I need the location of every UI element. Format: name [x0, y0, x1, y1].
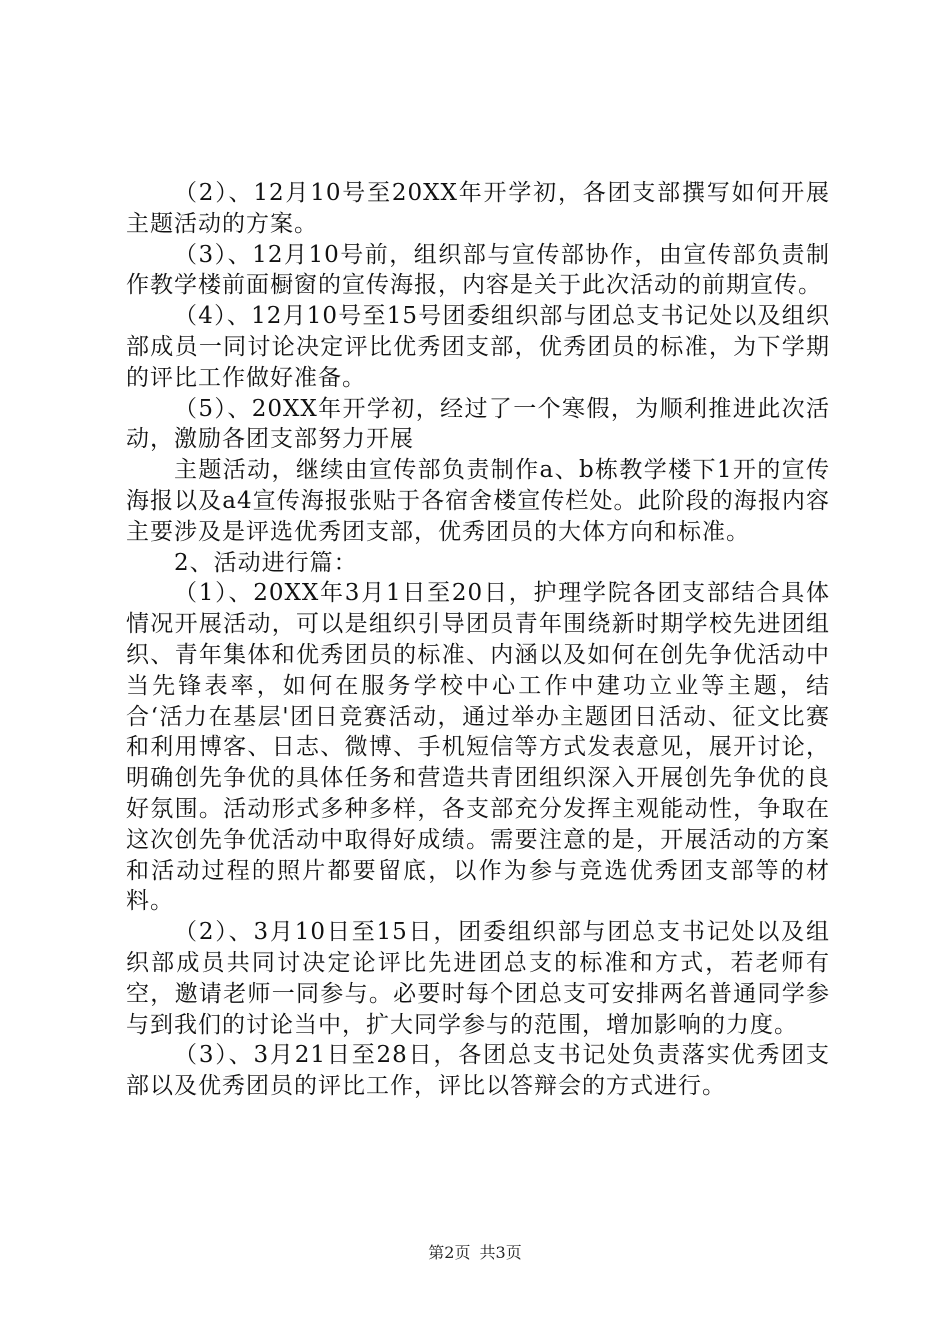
- paragraph-stage-5-continued: 主题活动，继续由宣传部负责制作a、b栋教学楼下1开的宣传海报以及a4宣传海报张贴于各宿舍楼宣传栏处。此阶段的海报内容主要涉及是评选优秀团支部，优秀团员的大体方向和标准。: [126, 457, 830, 545]
- paragraph-progress-1: （1）、20XX年3月1日至20日，护理学院各团支部结合具体情况开展活动，可以是组织引导团员青年围绕新时期学校先进团组织、青年集体和优秀团员的标准、内涵以及如何在创先争优活动中当先锋表率，如何在服务学校中心工作中建功立业等主题，结合‘活力在基层'团日竞赛活动，通过举办主题团日活动、征文比赛和利用博客、日志、微博、手机短信等方式发表意见，展开讨论，明确创先争优的具体任务和营造共青团组织深入开展创先争优的良好氛围。活动形式多种多样，各支部充分发挥主观能动性，争取在这次创先争优活动中取得好成绩。需要注意的是，开展活动的方案和活动过程的照片都要留底，以作为参与竞选优秀团支部等的材料。: [126, 580, 830, 915]
- paragraph-progress-3: （3）、3月21日至28日，各团总支书记处负责落实优秀团支部以及优秀团员的评比工作，评比以答辩会的方式进行。: [126, 1042, 830, 1100]
- page-total: 共3页: [479, 1243, 522, 1262]
- paragraph-stage-5: （5）、20XX年开学初，经过了一个寒假，为顺利推进此次活动，激励各团支部努力开展: [126, 395, 830, 453]
- paragraph-stage-3: （3）、12月10号前，组织部与宣传部协作，由宣传部负责制作教学楼前面橱窗的宣传海报，内容是关于此次活动的前期宣传。: [126, 241, 830, 299]
- page-number: 第2页: [428, 1243, 471, 1262]
- paragraph-progress-2: （2）、3月10日至15日，团委组织部与团总支书记处以及组织部成员共同讨决定论评比先进团总支的标准和方式，若老师有空，邀请老师一同参与。必要时每个团总支可安排两名普通同学参与到我们的讨论当中，扩大同学参与的范围，增加影响的力度。: [126, 919, 830, 1038]
- section-heading-activity-progress: 2、活动进行篇：: [174, 549, 358, 576]
- paragraph-stage-2: （2）、12月10号至20XX年开学初，各团支部撰写如何开展主题活动的方案。: [126, 180, 830, 237]
- document-body: [126, 178, 830, 1102]
- page-footer: [0, 1243, 950, 1263]
- paragraph-stage-4: （4）、12月10号至15号团委组织部与团总支书记处以及组织部成员一同讨论决定评比优秀团支部，优秀团员的标准，为下学期的评比工作做好准备。: [126, 303, 830, 391]
